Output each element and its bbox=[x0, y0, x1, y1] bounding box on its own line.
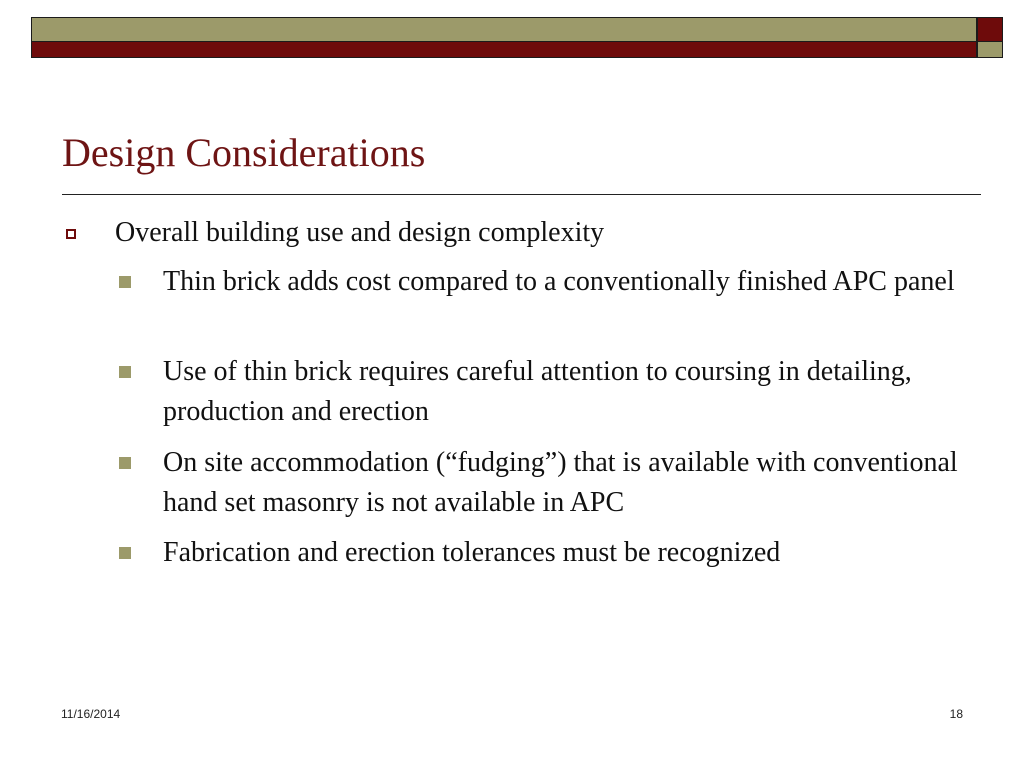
slide-title: Design Considerations bbox=[62, 130, 426, 175]
bullet-level2-item: On site accommodation (“fudging”) that is available with conventional hand set masonry is not available in APC bbox=[163, 447, 958, 518]
header-bar-maroon bbox=[31, 41, 977, 58]
filled-square-bullet-icon bbox=[119, 547, 131, 559]
filled-square-bullet-icon bbox=[119, 276, 131, 288]
bullet-level2-item: Fabrication and erection tolerances must be recognized bbox=[163, 537, 781, 568]
footer-page-number: 18 bbox=[949, 707, 963, 721]
header-square-olive bbox=[977, 41, 1003, 58]
filled-square-bullet-icon bbox=[119, 366, 131, 378]
filled-square-bullet-icon bbox=[119, 457, 131, 469]
bullet-level2-item: Use of thin brick requires careful attention to coursing in detailing, production and erection bbox=[163, 356, 912, 427]
bullet-level1-item: Overall building use and design complexity bbox=[115, 217, 605, 248]
header-bar-olive bbox=[31, 17, 977, 42]
bullet-level2-item: Thin brick adds cost compared to a conventionally finished APC panel bbox=[163, 266, 955, 297]
footer-date: 11/16/2014 bbox=[61, 707, 121, 721]
title-divider bbox=[62, 194, 981, 195]
hollow-square-bullet-icon bbox=[66, 229, 76, 239]
header-square-maroon bbox=[977, 17, 1003, 42]
